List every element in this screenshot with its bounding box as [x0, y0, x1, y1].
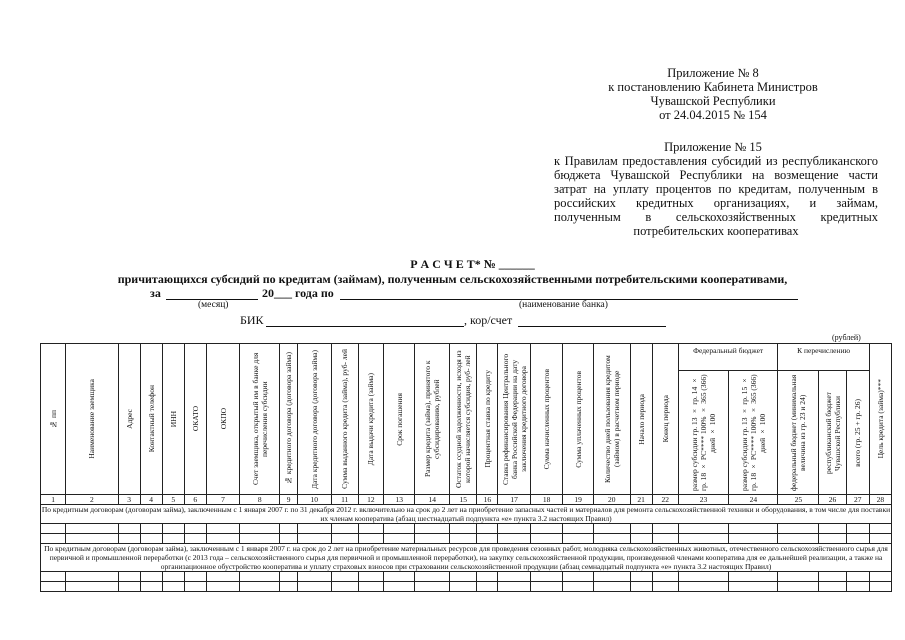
header-col-1: № пп	[48, 409, 58, 429]
transfer-header: К перечислению	[778, 344, 869, 371]
col-number: 15	[450, 495, 477, 505]
header-col-10: Дата кредитного договора (договора займа)	[309, 349, 319, 489]
appendix-15-header	[548, 140, 878, 238]
units-label: (рублей)	[832, 333, 861, 342]
federal-budget-header: Федеральный бюджет	[678, 344, 778, 371]
col-number: 21	[630, 495, 652, 505]
header-col-22: Конец периода	[660, 395, 670, 443]
col-number: 17	[498, 495, 531, 505]
col-number: 3	[118, 495, 140, 505]
note-text-2: По кредитным договорам (договорам займа), заключенным с 1 января 2007 г. на срок до 2 лет на приобретение материальных ресурсов для проведения сезонных работ, молодняка сельскохозяйственных животных, отечественного сельскохозяйственного сырья для первичной и промышленной переработки (с 2013 года – сельскохозяйственного сырья для первичной и промышленной переработки), на закупку сельскохозяйственной продукции, произведенной членами кооператива для ее дальнейшей реализации, а также на организационное обустройство кооператива и уплату страховых взносов при страховании сельскохозяйственной продукции (абзац семнадцатый подпункта «е» пункта 3.2 настоящих Правил)	[41, 544, 892, 572]
col-number: 7	[206, 495, 240, 505]
col-number: 10	[298, 495, 332, 505]
col-number: 8	[240, 495, 280, 505]
appendix-8-header	[548, 66, 878, 122]
col-number: 16	[477, 495, 498, 505]
header-col-5: ИНН	[168, 410, 178, 428]
calc-title: Р А С Ч Е Т* № ______	[410, 257, 535, 271]
col-number: 26	[819, 495, 846, 505]
note-row-2	[41, 544, 892, 572]
col-number: 12	[358, 495, 383, 505]
column-number-row	[41, 495, 892, 505]
table-row[interactable]	[41, 524, 892, 534]
col-number: 25	[778, 495, 819, 505]
col-number: 24	[729, 495, 778, 505]
calculation-table	[40, 343, 892, 592]
header-col-4: Контактный телефон	[146, 385, 156, 453]
year-label: 20___ года по	[262, 286, 334, 300]
calc-subtitle: причитающихся субсидий по кредитам (займам), полученным сельскохозяйственными потребительскими кооперативами,	[117, 272, 788, 286]
header-col-3: Адрес	[124, 409, 134, 429]
col-number: 5	[162, 495, 184, 505]
header-col-12: Дата выдачи кредита (займа)	[366, 372, 376, 466]
col-number: 18	[530, 495, 563, 505]
col-number: 14	[415, 495, 450, 505]
col-number: 2	[66, 495, 118, 505]
bik-field[interactable]	[266, 314, 464, 327]
header-col-28: Цель кредита (займа)***	[875, 379, 885, 459]
col-number: 9	[280, 495, 298, 505]
col-number: 6	[184, 495, 206, 505]
col-number: 13	[384, 495, 415, 505]
header-col-7: ОКПО	[218, 408, 228, 430]
bank-caption: (наименование банка)	[519, 300, 608, 310]
za-label: за	[150, 286, 161, 300]
header-col-25: федеральный бюджет (минимальная величина из гр. 23 и 24)	[789, 374, 808, 491]
header-col-14: Размер кредита (займа), принятого к субсидированию, рублей	[423, 360, 442, 478]
header-col-6: ОКАТО	[190, 406, 200, 432]
appendix-15-title: Приложение № 15	[664, 140, 762, 154]
appendix-8-date: от 24.04.2015 № 154	[659, 108, 767, 122]
header-col-23: размер субсидии гр. 13 × гр. 14 × гр. 18 × РС**** 100% × 365 (366) дней × 100	[689, 374, 717, 491]
col-number: 19	[563, 495, 593, 505]
header-col-8: Счет заемщика, открытый им в банке для перечисления субсидии	[250, 352, 269, 486]
col-number: 22	[652, 495, 678, 505]
month-field[interactable]	[166, 287, 258, 300]
header-col-15: Остаток ссудной задолженности, исходя из которой начисляется субсидия, руб- лей	[454, 350, 473, 488]
header-col-27: всего (гр. 25 + гр. 26)	[853, 398, 863, 467]
header-col-17: Ставка рефинансирования Центрального банка Российской Федерации на дату заключения кредитного договора	[500, 353, 528, 485]
table-header-row-1	[41, 344, 892, 371]
col-number: 1	[41, 495, 66, 505]
appendix-8-title: Приложение № 8	[667, 66, 759, 80]
header-col-2: Наименование заемщика	[87, 379, 97, 459]
header-col-9: № кредитного договора (договора займа)	[284, 352, 294, 486]
header-col-21: Начало периода	[636, 393, 646, 445]
table-row[interactable]	[41, 572, 892, 582]
month-caption: (месяц)	[198, 300, 229, 310]
header-col-16: Процентная ставка по кредиту	[482, 370, 492, 468]
col-number: 27	[846, 495, 869, 505]
col-number: 4	[140, 495, 162, 505]
korschet-field[interactable]	[518, 314, 666, 327]
bank-name-field[interactable]	[340, 287, 798, 300]
table-row[interactable]	[41, 534, 892, 544]
header-col-11: Сумма выданного кредита (займа), руб- лей	[340, 349, 350, 489]
header-col-24: размер субсидии гр. 13 × гр. 15 × гр. 18 × РС**** 100% × 365 (366) дней × 100	[739, 374, 767, 491]
appendix-15-text: к Правилам предоставления субсидий из республиканского бюджета Чувашской Республики на возмещение части затрат на уплату процентов по кредитам, полученным в российских кредитных организациях, и займам, полученным в сельскохозяйственных кредитных потребительских кооперативах	[554, 154, 878, 238]
header-col-18: Сумма начисленных процентов	[542, 368, 552, 470]
col-number: 23	[678, 495, 728, 505]
table-row[interactable]	[41, 582, 892, 592]
header-col-13: Срок погашения	[394, 392, 404, 446]
note-text-1: По кредитным договорам (договорам займа), заключенным с 1 января 2007 г. по 31 декабря 2012 г. включительно на срок до 2 лет на приобретение запасных частей и материалов для ремонта сельскохозяйственной техники и оборудования, в том числе для поставки их членам кооператива (абзац шестнадцатый подпункта «е» пункта 3.2 настоящих Правил)	[41, 505, 891, 523]
note-row-1	[41, 505, 892, 524]
korschet-label: , кор/счет	[464, 313, 513, 327]
col-number: 28	[869, 495, 891, 505]
col-number: 11	[331, 495, 358, 505]
appendix-8-line2: к постановлению Кабинета Министров	[608, 80, 818, 94]
bik-label: БИК	[240, 313, 264, 327]
header-col-20: Количество дней пользования кредитом (займом) в расчетном периоде	[602, 355, 621, 483]
header-col-19: Сумма уплаченных процентов	[573, 370, 583, 468]
header-col-26: республиканский бюджет Чувашской Республики	[823, 391, 842, 474]
col-number: 20	[593, 495, 630, 505]
appendix-8-line3: Чувашской Республики	[650, 94, 776, 108]
